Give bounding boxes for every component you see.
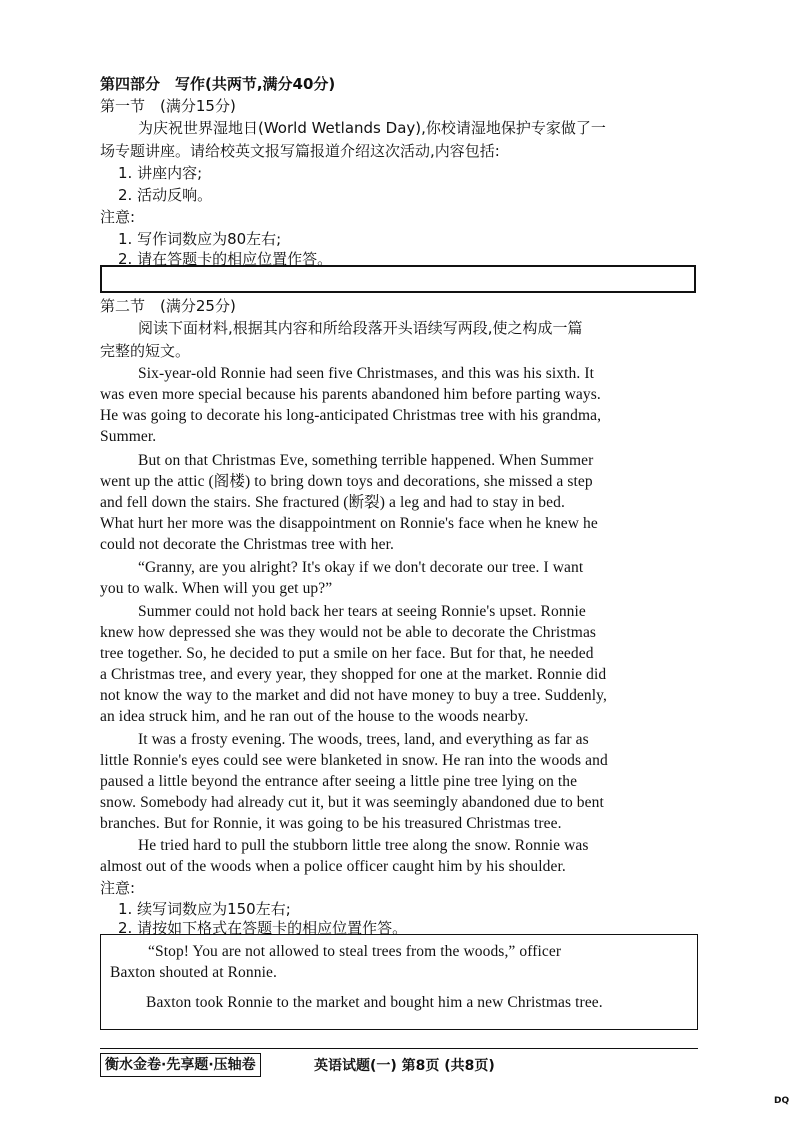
part1-note1: 1. 写作词数应为80左右;	[118, 230, 282, 248]
series-tag: 衡水金卷·先享题·压轴卷	[100, 1053, 261, 1077]
part1-item1: 1. 讲座内容;	[118, 164, 203, 182]
story-line: It was a frosty evening. The woods, trees, land, and everything as far as	[138, 731, 589, 748]
box-line: “Stop! You are not allowed to steal trees from the woods,” officer	[148, 943, 562, 960]
part1-note2: 2. 请在答题卡的相应位置作答。	[118, 250, 333, 268]
page-info: 英语试题(一) 第8页 (共8页)	[314, 1058, 495, 1074]
story-line: tree together. So, he decided to put a smile on her face. But for that, he needed	[100, 645, 594, 662]
part2-heading: 第二节 (满分25分)	[100, 297, 236, 315]
story-line: “Granny, are you alright? It's okay if we don't decorate our tree. I want	[138, 559, 584, 576]
story-line: went up the attic (阁楼) to bring down toys and decorations, she missed a step	[100, 473, 593, 490]
story-line: branches. But for Ronnie, it was going to be his treasured Christmas tree.	[100, 815, 562, 832]
part2-prompt-line1: 阅读下面材料,根据其内容和所给段落开头语续写两段,使之构成一篇	[138, 319, 583, 337]
story-line: What hurt her more was the disappointment on Ronnie's face when he knew he	[100, 515, 598, 532]
story-line: snow. Somebody had already cut it, but it was seemingly abandoned due to bent	[100, 794, 604, 811]
part2-prompt-line2: 完整的短文。	[100, 342, 191, 360]
part1-item2: 2. 活动反响。	[118, 186, 213, 204]
part1-heading: 第一节 (满分15分)	[100, 97, 236, 115]
part1-prompt-line2: 场专题讲座。请给校英文报写篇报道介绍这次活动,内容包括:	[100, 142, 500, 160]
story-line: Six-year-old Ronnie had seen five Christmases, and this was his sixth. It	[138, 365, 594, 382]
box-line: Baxton shouted at Ronnie.	[110, 964, 277, 981]
story-line: you to walk. When will you get up?”	[100, 580, 333, 597]
story-line: a Christmas tree, and every year, they shopped for one at the market. Ronnie did	[100, 666, 607, 683]
story-line: paused a little beyond the entrance after seeing a little pine tree lying on the	[100, 773, 578, 790]
part2-note-label: 注意:	[100, 879, 136, 897]
story-line: not know the way to the market and did not have money to buy a tree. Suddenly,	[100, 687, 607, 704]
part2-note1: 1. 续写词数应为150左右;	[118, 900, 291, 918]
story-line: He was going to decorate his long-anticipated Christmas tree with his grandma,	[100, 407, 602, 424]
story-line: He tried hard to pull the stubborn little tree along the snow. Ronnie was	[138, 837, 589, 854]
part1-prompt-line1: 为庆祝世界湿地日(World Wetlands Day),你校请湿地保护专家做了一	[138, 119, 606, 137]
page-code: DQ	[774, 1096, 790, 1106]
story-line: an idea struck him, and he ran out of the house to the woods nearby.	[100, 708, 529, 725]
box-line: Baxton took Ronnie to the market and bought him a new Christmas tree.	[146, 994, 603, 1011]
story-line: But on that Christmas Eve, something terrible happened. When Summer	[138, 452, 594, 469]
answer-box	[100, 265, 696, 293]
story-line: Summer could not hold back her tears at seeing Ronnie's upset. Ronnie	[138, 603, 586, 620]
story-line: Summer.	[100, 428, 157, 445]
story-line: little Ronnie's eyes could see were blanketed in snow. He ran into the woods and	[100, 752, 608, 769]
story-line: knew how depressed she was they would not be able to decorate the Christmas	[100, 624, 597, 641]
story-line: could not decorate the Christmas tree with her.	[100, 536, 394, 553]
story-line: almost out of the woods when a police officer caught him by his shoulder.	[100, 858, 566, 875]
story-line: and fell down the stairs. She fractured (断裂) a leg and had to stay in bed.	[100, 494, 565, 511]
part2-note2: 2. 请按如下格式在答题卡的相应位置作答。	[118, 919, 408, 937]
part1-note-label: 注意:	[100, 208, 136, 226]
story-line: was even more special because his parents abandoned him before parting ways.	[100, 386, 601, 403]
footer-divider	[100, 1048, 698, 1049]
section-title: 第四部分 写作(共两节,满分40分)	[100, 75, 336, 93]
